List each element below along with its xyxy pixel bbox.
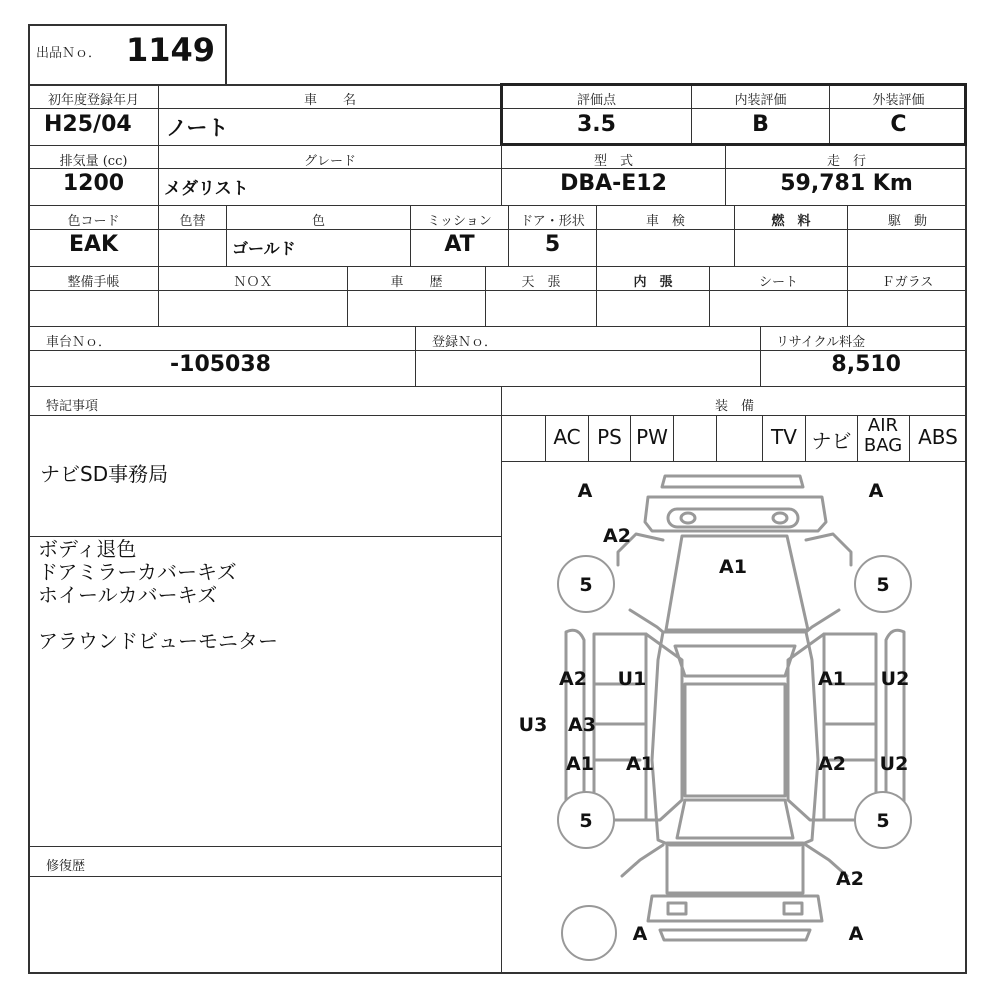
- score-value: 3.5: [577, 112, 616, 137]
- remarks-line-2: ボディ退色: [38, 537, 137, 561]
- equipment-label: 装 備: [714, 399, 754, 414]
- color-code-label: 色コード: [67, 214, 120, 229]
- mark-front-left-corner: A: [577, 480, 593, 502]
- transmission-value: AT: [444, 232, 475, 257]
- color-code-value: EAK: [68, 232, 119, 257]
- mark-right-front-door-b: U2: [880, 668, 910, 690]
- mark-right-rear-fender: A2: [836, 868, 864, 890]
- spare-tire-shape: [562, 906, 616, 960]
- repaint-label: 色替: [179, 214, 206, 229]
- repair-history-label: 修復歴: [46, 859, 86, 874]
- remarks-label: 特記事項: [46, 399, 99, 414]
- grade-label: グレード: [303, 154, 356, 169]
- right-side-shape: [788, 634, 876, 820]
- door-shape-value: 5: [544, 232, 561, 257]
- equipment-item-abs: ABS: [918, 425, 958, 449]
- chassis-number-value: -105038: [170, 352, 271, 377]
- left-front-fender-shape: [618, 534, 663, 632]
- rear-bumper-lower-shape: [660, 930, 810, 940]
- mark-left-sill: U3: [518, 714, 548, 736]
- front-glass-label: Ｆガラス: [881, 275, 934, 290]
- maintenance-record-label: 整備手帳: [67, 275, 120, 290]
- equipment-item-tv: TV: [771, 425, 797, 449]
- model-label: 型 式: [593, 154, 633, 169]
- remarks-line-5: アラウンドビューモニター: [38, 629, 278, 653]
- fuel-label: 燃 料: [771, 214, 811, 229]
- mark-left-rear-door-b: A1: [626, 753, 654, 775]
- equipment-item-pw: PW: [636, 425, 668, 449]
- mark-right-rear-tire: 5: [876, 810, 890, 832]
- interior-grade-value: B: [752, 112, 769, 137]
- door-shape-label: ドア・形状: [520, 214, 585, 229]
- equipment-item-ps: PS: [597, 425, 622, 449]
- body-outline-shape: [652, 632, 818, 845]
- score-label: 評価点: [576, 93, 616, 108]
- windshield-shape: [675, 646, 795, 676]
- registration-number-label: 登録Ｎｏ．: [432, 335, 498, 350]
- recycle-fee-value: 8,510: [831, 352, 901, 377]
- mark-front-right-corner: A: [868, 480, 884, 502]
- mark-right-front-tire: 5: [876, 574, 890, 596]
- mark-left-rear-door-a: A1: [566, 753, 594, 775]
- remarks-line-1: ナビSD事務局: [40, 462, 169, 486]
- mark-rear-left-corner: A: [632, 923, 648, 945]
- mark-left-front-fender: A2: [603, 525, 631, 547]
- first-registration-label: 初年度登録年月: [47, 93, 139, 108]
- exterior-grade-value: C: [890, 112, 907, 137]
- car-name-label: 車 名: [303, 93, 356, 108]
- rear-bumper-shape: [648, 896, 822, 921]
- remarks-line-4: ホイールカバーキズ: [38, 583, 218, 607]
- car-name-value: ノート: [166, 116, 229, 140]
- roof-shape: [685, 684, 785, 796]
- displacement-value: 1200: [62, 171, 125, 196]
- left-side-shape: [594, 634, 682, 820]
- inspection-label: 車 検: [645, 214, 685, 229]
- right-sill-shape: [886, 630, 904, 819]
- left-rear-fender-shape: [622, 845, 663, 876]
- mark-left-rear-tire: 5: [579, 810, 593, 832]
- mark-rear-right-corner: A: [848, 923, 864, 945]
- mark-left-front-door-b: U1: [617, 668, 647, 690]
- color-label: 色: [311, 214, 325, 229]
- equipment-item-navi: ナビ: [811, 429, 852, 453]
- interior-trim-label: 内 張: [633, 275, 673, 290]
- equipment-item-ac: AC: [553, 425, 581, 449]
- trunk-shape: [667, 843, 803, 893]
- nox-label: ＮＯＸ: [233, 275, 273, 290]
- drive-label: 駆 動: [887, 214, 927, 229]
- chassis-number-label: 車台Ｎｏ．: [46, 335, 112, 350]
- exterior-grade-label: 外装評価: [872, 93, 925, 108]
- right-front-fender-shape: [806, 534, 851, 632]
- roof-lining-label: 天 張: [521, 275, 561, 290]
- vehicle-damage-diagram: [502, 462, 966, 973]
- mark-right-rear-door-b: U2: [879, 753, 909, 775]
- mark-left-front-door-a: A2: [559, 668, 587, 690]
- seat-label: シート: [758, 275, 798, 290]
- mileage-label: 走 行: [826, 154, 866, 169]
- mark-hood: A1: [719, 556, 747, 578]
- mark-right-rear-door-a: A2: [818, 753, 846, 775]
- displacement-label: 排気量 (cc): [59, 154, 128, 169]
- color-value: ゴールド: [232, 239, 296, 258]
- mark-left-pillar: A3: [568, 714, 596, 736]
- mileage-value: 59,781 Km: [780, 171, 913, 196]
- lot-number-label: 出品Ｎｏ．: [36, 46, 102, 61]
- hood-shape: [666, 536, 808, 630]
- model-value: DBA-E12: [560, 171, 667, 196]
- grade-value: メダリスト: [164, 179, 249, 199]
- first-registration-value: H25/04: [44, 112, 132, 137]
- equipment-item-airbag: AIR BAG: [863, 415, 903, 456]
- front-bumper-shape: [662, 476, 803, 487]
- mark-right-front-door-a: A1: [818, 668, 846, 690]
- mark-left-front-tire: 5: [579, 574, 593, 596]
- lot-number: 1149: [126, 31, 216, 69]
- transmission-label: ミッション: [427, 214, 492, 229]
- recycle-fee-label: リサイクル料金: [776, 335, 866, 350]
- interior-grade-label: 内装評価: [734, 93, 787, 108]
- rear-window-shape: [677, 800, 793, 838]
- remarks-line-3: ドアミラーカバーキズ: [38, 560, 237, 584]
- vehicle-history-label: 車 歴: [390, 275, 443, 290]
